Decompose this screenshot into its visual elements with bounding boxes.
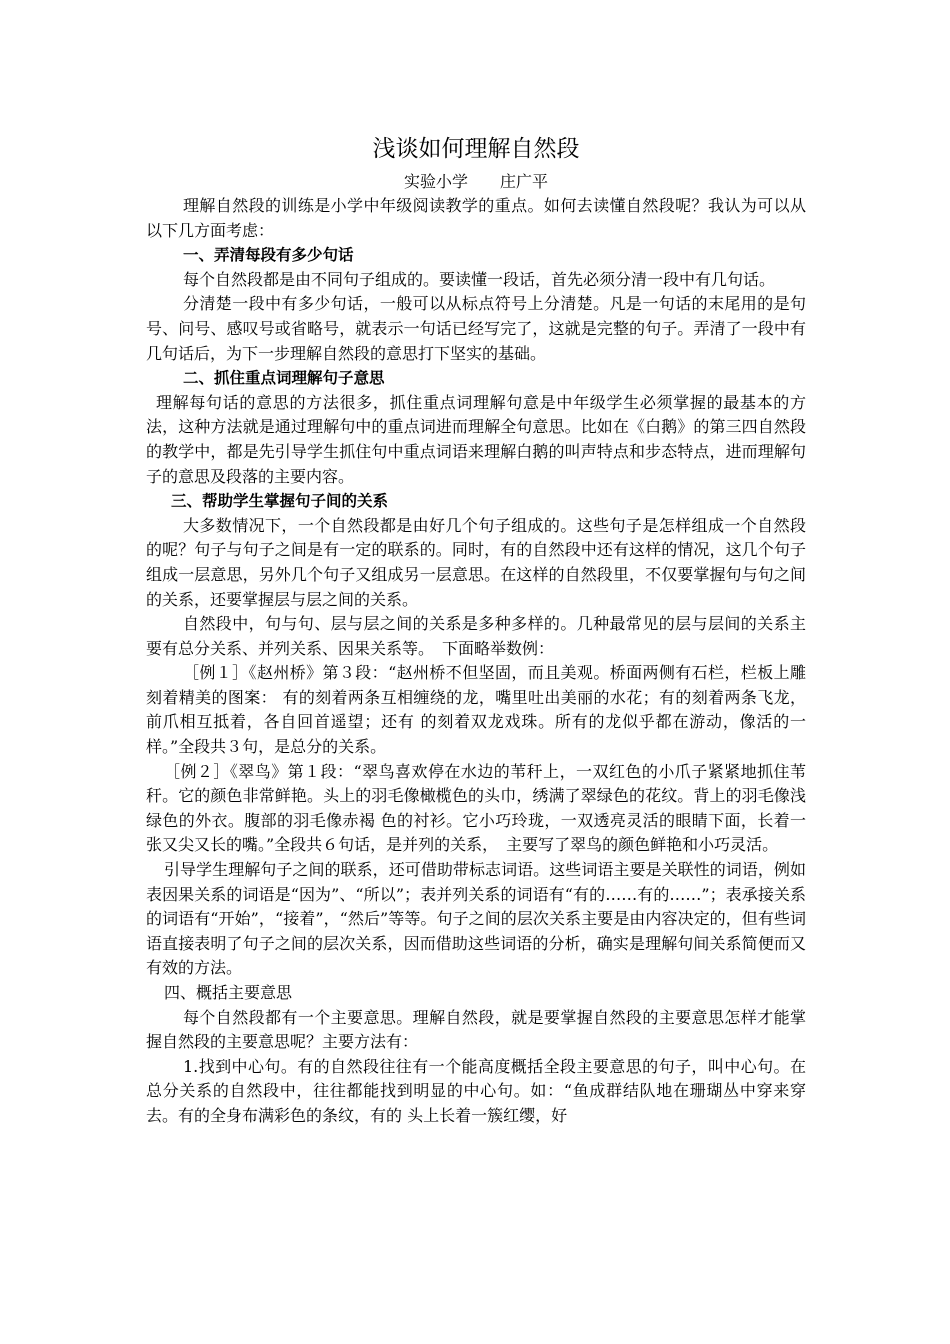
section-3-paragraph-1: 大多数情况下，一个自然段都是由好几个句子组成的。这些句子是怎样组成一个自然段的呢？句子与句子之间是有一定的联系的。同时，有的自然段中还有这样的情况，这几个句子组成一层意思，另外几个句子又组成另一层意思。在这样的自然段里，不仅要掌握句与句之间的关系，还要掌握层与层之间的关系。 (146, 515, 806, 609)
author-line: 实验小学 庄广平 (403, 172, 548, 191)
section-3-example-1: ［例１］《赵州桥》第３段：“赵州桥不但坚固，而且美观。桥面两侧有石栏，栏板上雕刻着精美的图案： 有的刻着两条互相缠绕的龙，嘴里吐出美丽的水花；有的刻着两条飞龙，前爪相互抵着，各自回首遥望；还有 的刻着双龙戏珠。所有的龙似乎都在游动，像活的一样。”全段共３句，是总分的关系。 (146, 663, 806, 757)
intro-paragraph: 理解自然段的训练是小学中年级阅读教学的重点。如何去读懂自然段呢？我认为可以从以下几方面考虑： (146, 196, 806, 240)
document-page (146, 128, 806, 1129)
section-3-paragraph-2: 自然段中，句与句、层与层之间的关系是多种多样的。几种最常见的层与层间的关系主要有总分关系、并列关系、因果关系等。 下面略举数例： (146, 614, 806, 658)
section-3-paragraph-5: 引导学生理解句子之间的联系，还可借助带标志词语。这些词语主要是关联性的词语，例如表因果关系的词语是“因为”、“所以”；表并列关系的词语有“有的……有的……”；表承接关系的词语有“开始”，“接着”，“然后”等等。句子之间的层次关系主要是由内容决定的，但有些词语直接表明了句子之间的层次关系，因而借助这些词语的分析，确实是理解句间关系简便而又有效的方法。 (146, 860, 806, 978)
section-1-paragraph-1: 每个自然段都是由不同句子组成的。要读懂一段话，首先必须分清一段中有几句话。 (183, 269, 776, 289)
section-4-paragraph-1: 每个自然段都有一个主要意思。理解自然段，就是要掌握自然段的主要意思怎样才能掌握自然段的主要意思呢？主要方法有： (146, 1007, 806, 1052)
section-4-heading: 四、概括主要意思 (164, 983, 293, 1002)
section-4-paragraph-2: 1.找到中心句。有的自然段往往有一个能高度概括全段主要意思的句子，叫中心句。在总分关系的自然段中，往往都能找到明显的中心句。如：“鱼成群结队地在珊瑚丛中穿来穿去。有的全身布满彩色的条纹，有的 头上长着一簇红缨，好 (146, 1056, 806, 1125)
section-1-paragraph-2: 分清楚一段中有多少句话，一般可以从标点符号上分清楚。凡是一句话的末尾用的是句号、问号、感叹号或省略号，就表示一句话已经写完了，这就是完整的句子。弄清了一段中有几句话后，为下一步理解自然段的意思打下坚实的基础。 (146, 294, 806, 363)
section-1-heading: 一、弄清每段有多少句话 (183, 246, 354, 265)
section-3-example-2: ［例２］《翠鸟》第１段：“翠鸟喜欢停在水边的苇秆上，一双红色的小爪子紧紧地抓住苇秆。它的颜色非常鲜艳。头上的羽毛像橄榄色的头巾，绣满了翠绿色的花纹。背上的羽毛像浅绿色的外衣。腹部的羽毛像赤褐 色的衬衫。它小巧玲珑，一双透亮灵活的眼睛下面，长着一张又尖又长的嘴。”全段共６句话，是并列的关系， 主要写了翠鸟的颜色鲜艳和小巧灵活。 (146, 761, 806, 855)
section-3-heading: 三、帮助学生掌握句子间的关系 (171, 492, 389, 511)
section-2-paragraph-1: 理解每句话的意思的方法很多，抓住重点词理解句意是中年级学生必须掌握的最基本的方法，这种方法就是通过理解句中的重点词进而理解全句意思。比如在《白鹅》的第三四自然段的教学中，都是先引导学生抓住句中重点词语来理解白鹅的叫声特点和步态特点，进而理解句子的意思及段落的主要内容。 (146, 392, 806, 486)
section-2-heading: 二、抓住重点词理解句子意思 (183, 369, 385, 388)
document-title: 浅谈如何理解自然段 (372, 136, 580, 162)
